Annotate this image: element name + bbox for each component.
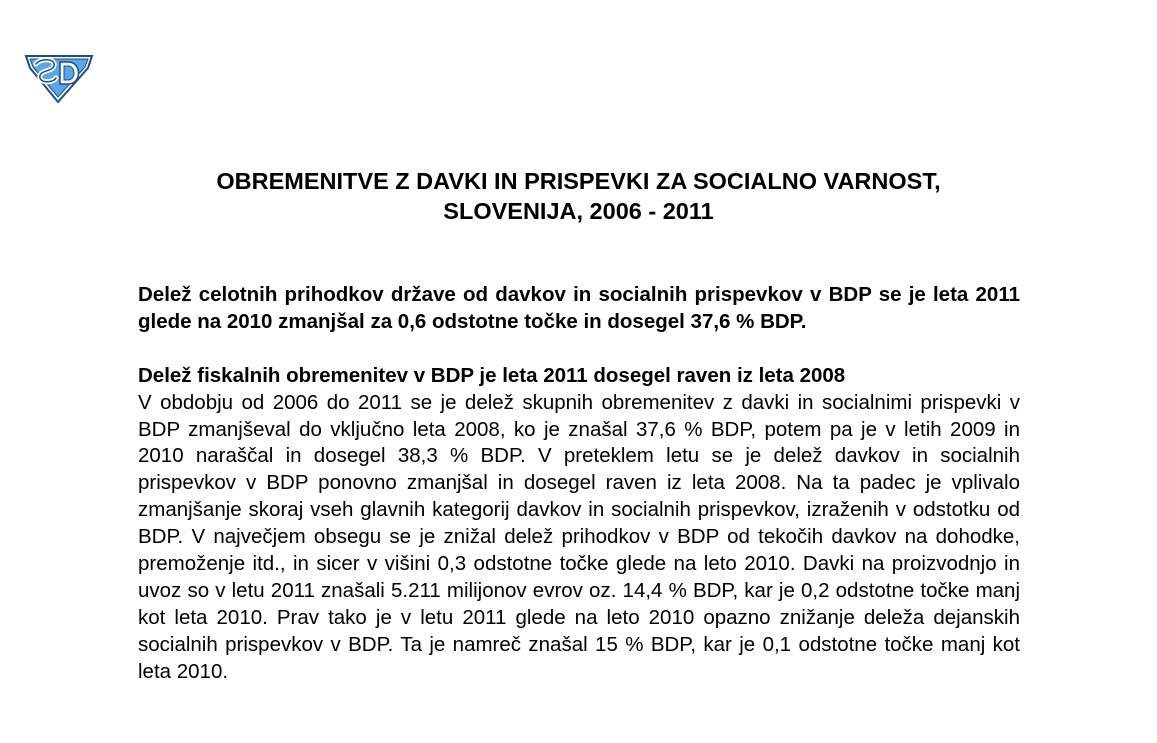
section-heading: Delež fiskalnih obremenitev v BDP je leta 2011 dosegel raven iz leta 2008 <box>138 363 846 387</box>
sd-logo <box>22 48 96 104</box>
section-body: V obdobju od 2006 do 2011 se je delež skupnih obremenitev z davki in socialnimi prispevki v BDP zmanjševal do vključno leta 2008, ko je znašal 37,6 % BDP, potem pa je v letih 2009 in 2010 naraščal in dosegel 38,3 % BDP. V preteklem letu se je delež davkov in socialnih prispevkov v BDP ponovno zmanjšal in dosegel raven iz leta 2008. Na ta padec je vplivalo zmanjšanje skoraj vseh glavnih kategorij davkov in socialnih prispevkov, izraženih v odstotku od BDP. V največjem obsegu se je znižal delež prihodkov v BDP od tekočih davkov na dohodke, premoženje itd., in sicer v višini 0,3 odstotne točke glede na leto 2010. Davki na proizvodnjo in uvoz so v letu 2011 znašali 5.211 milijonov evrov oz. 14,4 % BDP, kar je 0,2 odstotne točke manj kot leta 2010. Prav tako je v letu 2011 glede na leto 2010 opazno znižanje deleža dejanskih socialnih prispevkov v BDP. Ta je namreč znašal 15 % BDP, kar je 0,1 odstotne točke manj kot leta 2010. <box>138 390 1020 683</box>
paragraph-spacer <box>138 336 1020 363</box>
title-line-1: OBREMENITVE Z DAVKI IN PRISPEVKI ZA SOCIALNO VARNOST, <box>216 168 941 194</box>
sd-logo-emblem <box>22 48 96 104</box>
lead-paragraph: Delež celotnih prihodkov države od davkov in socialnih prispevkov v BDP se je leta 2011 glede na 2010 zmanjšal za 0,6 odstotne točke in dosegel 37,6 % BDP. <box>138 283 1020 333</box>
document-body <box>138 282 1020 686</box>
page-title <box>0 166 1157 226</box>
title-line-2: SLOVENIJA, 2006 - 2011 <box>443 198 714 224</box>
